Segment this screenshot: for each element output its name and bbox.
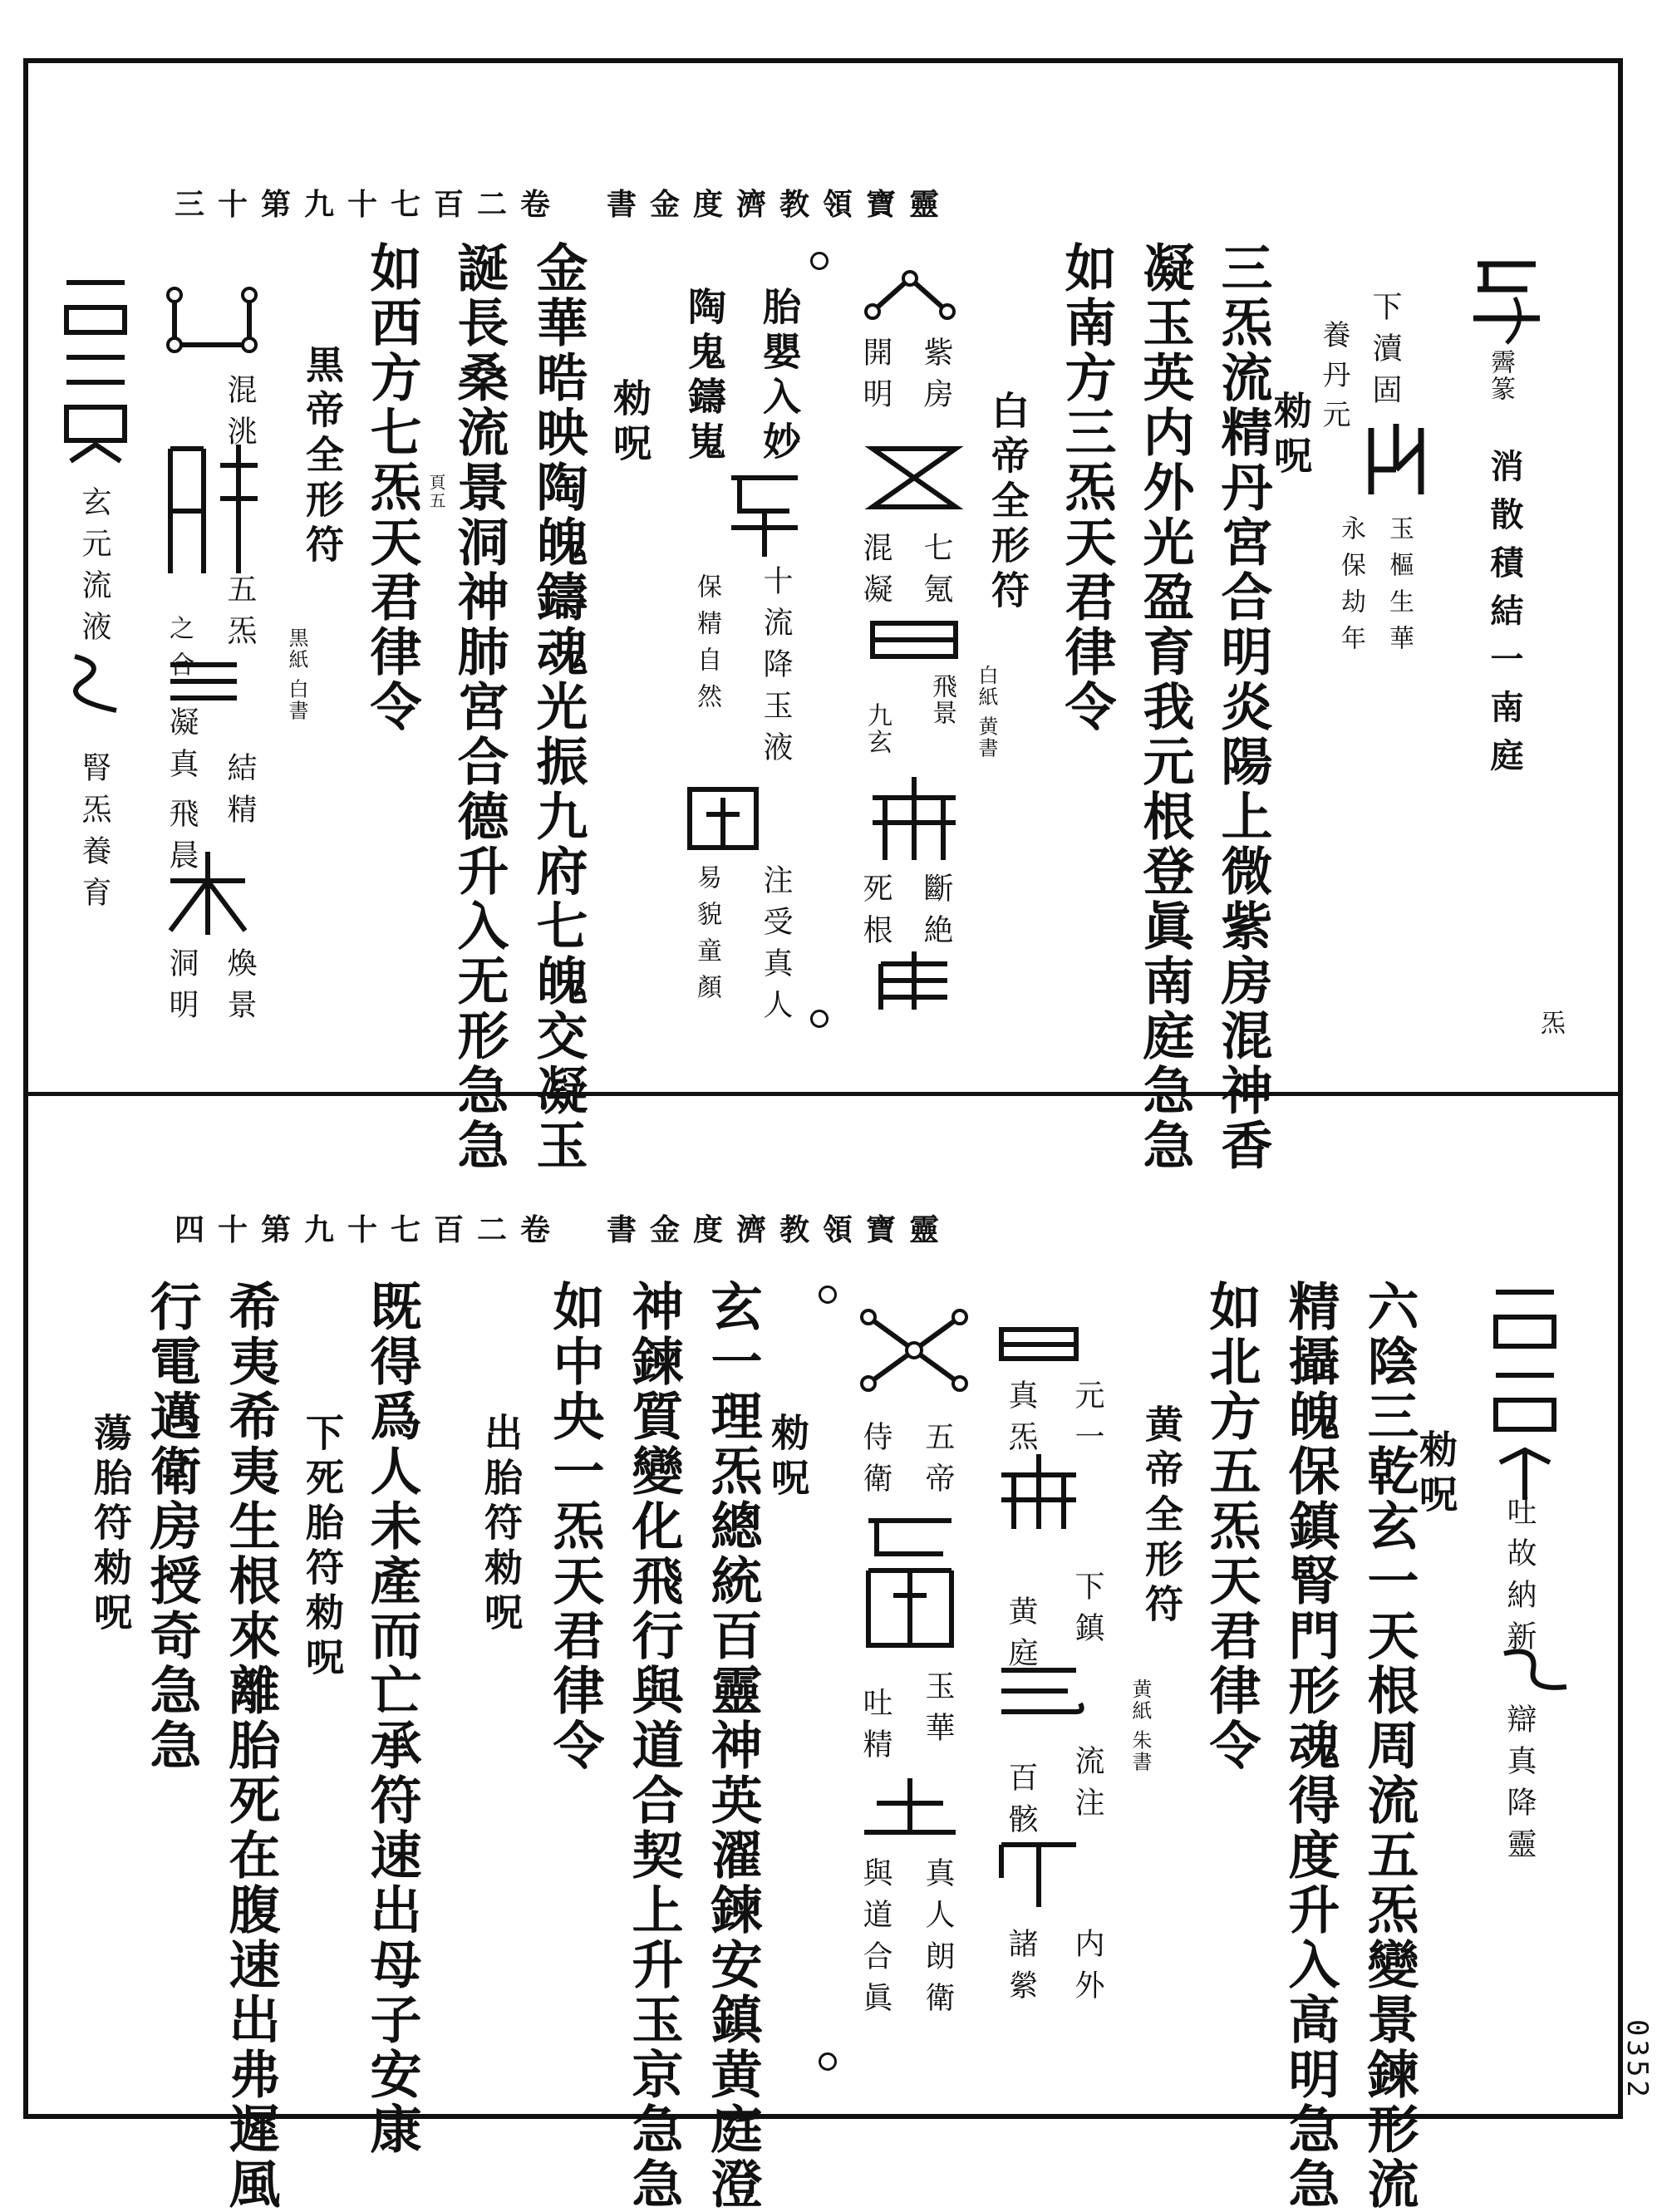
seal-glyph-san [1469,256,1544,347]
column-bottom-16: 既得爲人未產而亡承符速出母子安康 [361,1280,422,2157]
column-top-12b: 保精自然 [692,573,721,720]
talisman-cross [856,1309,972,1392]
talisman-label-7c: 流注 [1070,1745,1104,1828]
column-bottom-13: 神鍊質變化飛行與道合契上升玉京急急 [623,1280,684,2212]
column-top-right-bottom: 炁 [1536,1010,1565,1036]
seal-glyph-swirl-2 [1496,1641,1571,1691]
talisman-label-18d: 煥景 [223,947,257,1030]
seal-glyph-swirl [62,648,129,715]
marker-circle [810,252,829,270]
marker-circle [819,1285,837,1304]
column-bottom-1b: 辯真降靈 [1502,1703,1537,1870]
talisman-label-10b: 吐精 [858,1687,892,1770]
talisman-bracket [162,287,262,353]
talisman-label-19a: 之合 [165,615,194,688]
marker-circle [819,2052,837,2071]
talisman-label-19c: 飛晨 [165,798,199,881]
seal-glyph-ling-2 [860,1512,960,1654]
column-top-7: 如南方三炁天君律令 [1056,241,1117,735]
seal-glyph-fei-2 [993,1450,1084,1533]
seal-glyph-left-column [58,274,133,474]
seal-glyph-mu [1363,420,1429,503]
talisman-label-9b: 七氪 [919,532,953,615]
column-top-13: 勑呪 [607,378,652,468]
column-top-6: 凝玉英内外光盈育我元根登眞南庭急急 [1134,241,1195,1173]
talisman-chevron [860,270,960,320]
talisman-label-18b: 五炁 [223,573,257,656]
column-top-2b: 玉樞生華 [1384,515,1414,661]
seal-glyph-san-curl [993,1662,1084,1720]
seal-glyph-mu-2 [162,848,253,939]
column-top-4: 勑呪 [1268,391,1313,480]
talisman-label-10d: 死根 [858,873,892,956]
column-bottom-17: 下死胎符勑呪 [300,1413,345,1682]
talisman-label-9c: 飛景 [927,673,956,726]
seal-glyph-ri-2 [993,1321,1084,1363]
seal-glyph-x-box [864,440,964,515]
seal-glyph-bottom-right [1487,1284,1562,1508]
seal-glyph-xia [993,1836,1084,1911]
column-bottom-19: 行電邁衛房授奇急急 [141,1280,202,1773]
talisman-label-19d: 洞明 [165,947,199,1030]
column-top-12: 陶鬼鑄嵬 [682,287,727,466]
talisman-label-7d: 内外 [1070,1928,1104,2011]
column-bottom-6: 黄帝全形符 [1139,1404,1184,1629]
column-top-17: 黒帝全形符 [300,345,345,569]
column-top-3a: 養丹元 [1317,320,1350,440]
seal-glyph-ri [864,615,964,665]
talisman-label-10c: 九玄 [863,702,892,755]
marker-circle [810,1010,829,1028]
talisman-label-9b: 玉華 [921,1670,955,1753]
talisman-label-8d: 諸縈 [1004,1928,1038,2011]
column-top-16-note: 頁五 [426,474,446,510]
talisman-label-10a: 侍衛 [858,1421,892,1504]
column-top-17-note: 黒紙 白書 [285,627,308,722]
talisman-label-18c: 結精 [223,752,257,835]
column-top-11: 胎嬰入妙 [757,287,802,466]
seal-glyph-pair [162,440,262,582]
page-number: 0352 [1620,2019,1654,2101]
talisman-label-7b: 下鎮 [1070,1571,1104,1654]
column-bottom-15: 出胎符勑呪 [479,1413,524,1637]
column-top-15: 誕長桑流景洞神肺宮合德升入无形急急 [449,241,509,1173]
column-bottom-1: 吐故納新 [1502,1496,1537,1662]
column-bottom-12: 玄一理炁總統百靈神英濯鍊安鎮黄庭澄 [702,1280,763,2212]
column-top-11b: 十流降玉液 [759,565,793,773]
talisman-label-8a: 真炁 [1004,1379,1038,1462]
talisman-label-9c: 真人朗衛 [921,1857,955,2023]
talisman-label-8b: 黄庭 [1004,1595,1038,1679]
column-bottom-5: 如北方五炁天君律令 [1201,1280,1261,1773]
column-bottom-2: 勑呪 [1414,1429,1458,1519]
seal-glyph-tu [860,1774,960,1841]
column-bottom-18: 希夷希夷生根來離胎死在腹速出弗遲風 [220,1280,281,2212]
column-bottom-11: 勑呪 [765,1413,810,1502]
talisman-label-18a: 混洮 [223,374,257,457]
talisman-label-9a: 紫房 [919,337,953,420]
seal-glyph-gen [864,947,964,1014]
talisman-label-9d: 斷絶 [919,873,953,956]
talisman-label-19b: 凝真 [165,706,199,789]
column-top-12c: 易貌童顏 [692,864,721,1010]
talisman-label-7a: 元一 [1070,1379,1104,1462]
column-top-3b: 永保劫年 [1336,515,1365,661]
column-top-11c: 注受真人 [759,864,793,1030]
column-bottom-3: 六陰三乾玄一天根周流五炁變景鍊形流 [1359,1280,1419,2212]
column-top-right-text: 消散積結一南庭 [1485,449,1524,786]
running-header-top: 靈寶領教濟度金書 卷二百七十九第十三 [175,187,953,222]
talisman-label-9a: 五帝 [921,1421,955,1504]
column-top-2a: 下瀆固 [1368,291,1402,415]
column-bottom-20: 蕩胎符勑呪 [88,1413,133,1637]
seal-glyph-bao [681,781,765,856]
seal-glyph-ling-1 [723,469,806,561]
page-divider [23,1092,1623,1096]
talisman-label-10c: 與道合眞 [858,1857,892,2023]
column-bottom-14: 如中央一炁天君律令 [544,1280,605,1773]
talisman-label-8c: 百骸 [1004,1762,1038,1845]
column-top-16: 如西方七炁天君律令 [361,241,422,735]
column-top-20b: 腎炁養育 [77,752,111,918]
column-top-14: 金華晧映陶魄鑄魂光振九府七魄交凝玉 [528,241,588,1173]
talisman-label-10a: 開明 [858,337,892,420]
seal-glyph-san-lines [162,656,245,706]
column-top-8: 白帝全形符 [986,391,1030,615]
column-top-5: 三炁流精丹宮合明炎陽上微紫房混神香 [1212,241,1273,1173]
talisman-label-10b: 混凝 [858,532,892,615]
column-bottom-6-note: 黄紙 朱書 [1128,1679,1152,1773]
column-bottom-4: 精攝魄保鎮腎門形魂得度升入高明急急 [1280,1280,1340,2212]
running-header-bottom: 靈寶領教濟度金書 卷二百七十九第十四 [175,1212,953,1247]
seal-glyph-fei [864,773,964,864]
column-top-8-note: 白紙 黄書 [975,665,998,759]
seal-caption: 霽篆 [1486,349,1515,402]
column-top-20: 玄元流液 [77,486,111,652]
